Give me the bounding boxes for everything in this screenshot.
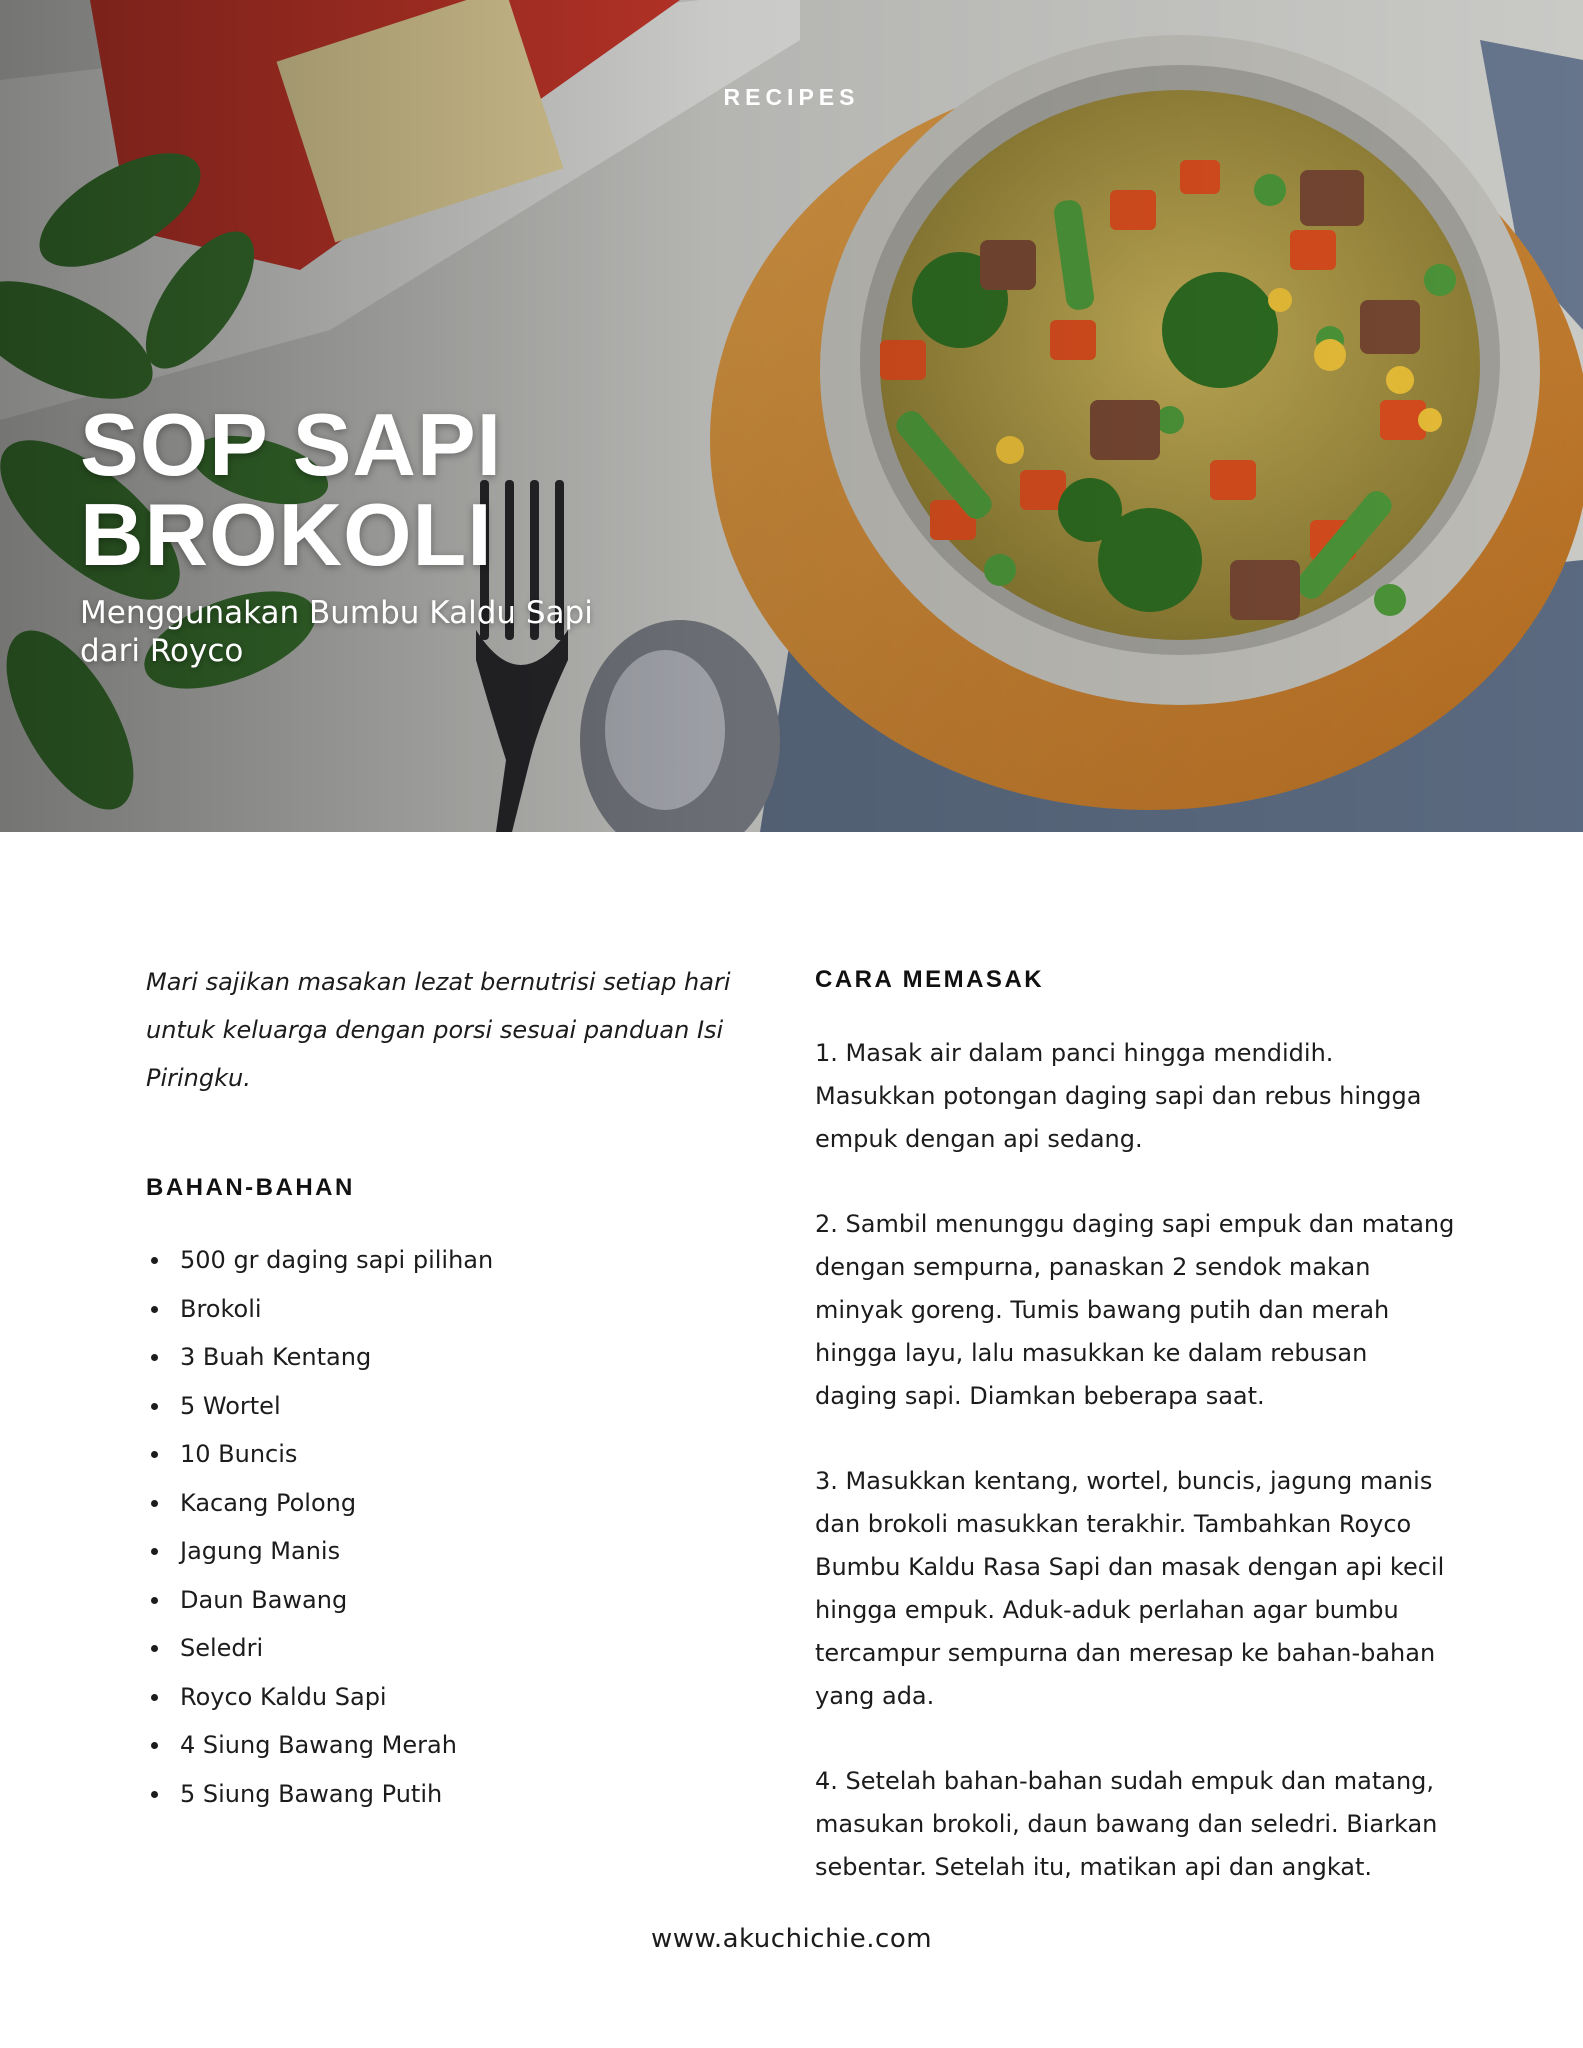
ingredient-item: Kacang Polong: [146, 1479, 756, 1528]
ingredient-item: Royco Kaldu Sapi: [146, 1673, 756, 1722]
recipe-title-line: BROKOLI: [80, 485, 493, 584]
intro-text: Mari sajikan masakan lezat bernutrisi setiap hari untuk keluarga dengan porsi sesuai panduan Isi Piringku.: [146, 968, 731, 1092]
method-step: 3. Masukkan kentang, wortel, buncis, jagung manis dan brokoli masukkan terakhir. Tambahkan Royco Bumbu Kaldu Rasa Sapi dan masak dengan api kecil hingga empuk. Aduk-aduk perlahan agar bumbu tercampur sempurna dan meresap ke bahan-bahan yang ada.: [815, 1467, 1445, 1710]
category-label: RECIPES: [723, 84, 860, 110]
method-step: 1. Masak air dalam panci hingga mendidih. Masukkan potongan daging sapi dan rebus hingga empuk dengan api sedang.: [815, 1039, 1422, 1153]
recipe-subtitle: Menggunakan Bumbu Kaldu Sapi dari Royco: [80, 595, 593, 669]
ingredient-item: 10 Buncis: [146, 1430, 756, 1479]
ingredient-item: Daun Bawang: [146, 1576, 756, 1625]
ingredients-list: [146, 1236, 756, 1818]
ingredient-item: Seledri: [146, 1624, 756, 1673]
footer-url: www.akuchichie.com: [650, 1924, 933, 1954]
right-column: [815, 966, 1455, 1931]
method-steps: [815, 1032, 1455, 1889]
hero-banner: [0, 0, 1583, 832]
method-step: 2. Sambil menunggu daging sapi empuk dan matang dengan sempurna, panaskan 2 sendok makan minyak goreng. Tumis bawang putih dan merah hingga layu, lalu masukkan ke dalam rebusan daging sapi. Diamkan beberapa saat.: [815, 1210, 1455, 1410]
ingredient-item: 500 gr daging sapi pilihan: [146, 1236, 756, 1285]
ingredient-item: Brokoli: [146, 1285, 756, 1334]
ingredient-item: 5 Siung Bawang Putih: [146, 1770, 756, 1819]
ingredients-heading: BAHAN-BAHAN: [146, 1174, 355, 1201]
recipe-title-line: SOP SAPI: [80, 395, 503, 494]
method-step: 4. Setelah bahan-bahan sudah empuk dan matang, masukan brokoli, daun bawang dan seledri. Biarkan sebentar. Setelah itu, matikan api dan angkat.: [815, 1767, 1438, 1881]
left-column: [146, 958, 756, 1818]
ingredient-item: 5 Wortel: [146, 1382, 756, 1431]
ingredient-item: Jagung Manis: [146, 1527, 756, 1576]
ingredient-item: 4 Siung Bawang Merah: [146, 1721, 756, 1770]
ingredient-item: 3 Buah Kentang: [146, 1333, 756, 1382]
method-heading: CARA MEMASAK: [815, 966, 1045, 993]
recipe-title: [80, 395, 503, 584]
